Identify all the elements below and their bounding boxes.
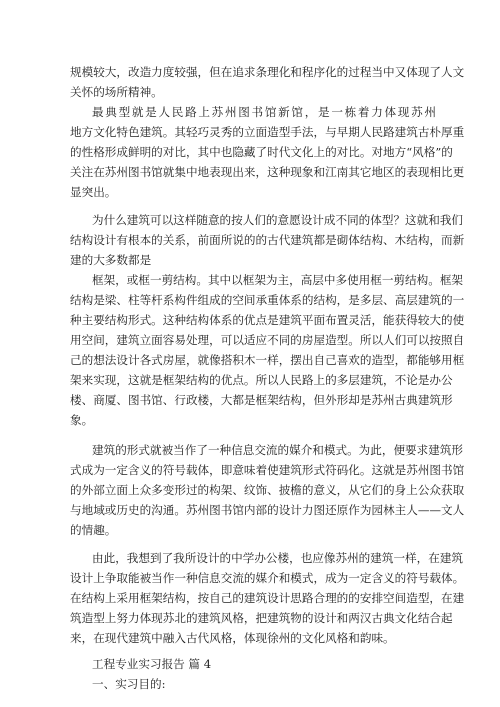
text-line: 用空间，建筑立面容易处理，可以适应不同的房屋造型。所以人们可以按照自 xyxy=(70,333,465,347)
text-line: 筑造型上努力体现苏北的建筑风格，把建筑物的设计和两汉古典文化结合起 xyxy=(70,611,453,625)
text-line: 结构设计有根本的关系，前面所说的的古代建筑都是砌体结构、木结构，而新 xyxy=(70,233,465,247)
text-line: 种主要结构形式。这种结构体系的优点是建筑平面布置灵活，能获得较大的使 xyxy=(70,313,465,327)
text-line: 楼、商厦、图书馆、行政楼，大都是框架结构，但外形却是苏州古典建筑形 xyxy=(70,393,453,407)
text-line: 地方文化特色建筑。其轻巧灵秀的立面造型手法，与早期人民路建筑古朴厚重 xyxy=(70,125,465,139)
text-line: 设计上争取能被当作一种信息交流的媒介和模式，成为一定含义的符号载体。 xyxy=(70,571,465,585)
text-line: 关注在苏州图书馆就集中地表现出来，这种现象和江南其它地区的表现相比更 xyxy=(70,165,465,179)
text-line: 的性格形成鲜明的对比，其中也隐藏了时代文化上的对比。对地方“风格”的 xyxy=(70,145,453,159)
text-line: 结构是梁、柱等杆系构件组成的空间承重体系的结构，是多层、高层建筑的一 xyxy=(70,293,465,307)
paragraph-first-line: 框架，或框一剪结构。其中以框架为主，高层中多使用框一剪结构。框架 xyxy=(92,273,464,287)
paragraph-first-line: 由此，我想到了我所设计的中学办公楼，也应像苏州的建筑一样，在建筑 xyxy=(92,551,464,565)
paragraph-first-line: 建筑的形式就被当作了一种信息交流的媒介和模式。为此，便要求建筑形 xyxy=(92,443,464,457)
text-line: 显突出。 xyxy=(70,185,117,199)
text-line: 的外部立面上众多变形过的构架、纹饰、披檐的意义，从它们的身上公众获取 xyxy=(70,483,465,497)
text-line: 来，在现代建筑中融入古代风格，体现徐州的文化风格和韵味。 xyxy=(70,631,395,645)
paragraph-first-line: 为什么建筑可以这样随意的按人们的意愿设计成不同的体型？这就和我们 xyxy=(92,213,464,227)
text-line: 的情趣。 xyxy=(70,523,117,537)
text-line: 规模较大，改造力度较强，但在追求条理化和程序化的过程当中又体现了人文 xyxy=(70,65,465,79)
text-line: 最典型就是人民路上苏州图书馆新馆，是一栋着力体现苏州 xyxy=(92,105,436,119)
text-line: 式成为一定含义的符号载体，即意味着使建筑形式符码化。这就是苏州图书馆 xyxy=(70,463,465,477)
text-line: 己的想法设计各式房屋，就像搭积木一样，摆出自己喜欢的造型，都能够用框 xyxy=(70,353,465,367)
text-line: 关怀的场所精神。 xyxy=(70,85,163,99)
text-line: 架来实现，这就是框架结构的优点。所以人民路上的多层建筑，不论是办公 xyxy=(70,373,453,387)
section-heading: 工程专业实习报告 篇 4 xyxy=(92,657,212,671)
text-line: 与地域或历史的沟通。苏州图书馆内部的设计力图还原作为园林主人——文人 xyxy=(70,503,465,517)
text-line: 建的大多数都是 xyxy=(70,253,152,267)
subsection-heading: 一、实习目的: xyxy=(92,677,166,691)
text-line: 象。 xyxy=(70,413,94,427)
text-line: 在结构上采用框架结构，按自己的建筑设计思路合理的的安排空间造型，在建 xyxy=(70,591,465,605)
